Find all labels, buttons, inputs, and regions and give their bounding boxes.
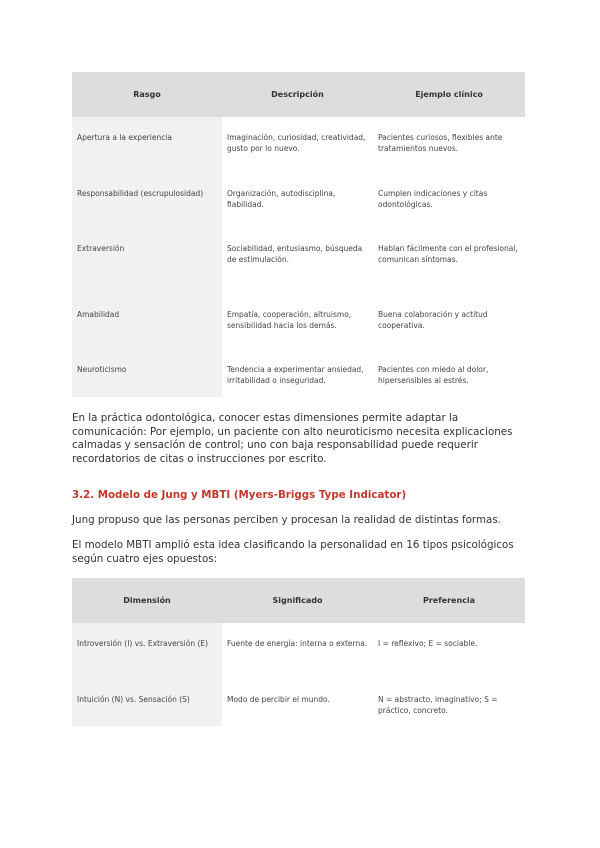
trait-cell: Extraversión <box>72 228 222 294</box>
personality-traits-table <box>72 72 525 397</box>
mbti-dimensions-table <box>72 578 525 726</box>
table-header-row <box>72 578 525 623</box>
trait-cell: Responsabilidad (escrupulosidad) <box>72 173 222 228</box>
preference-cell: N = abstracto, imaginativo; S = práctico, concreto. <box>378 695 498 715</box>
body-paragraph-mbti: El modelo MBTI amplió esta idea clasificando la personalidad en 16 tipos psicológicos según cuatro ejes opuestos: <box>72 539 514 565</box>
trait-cell: Neuroticismo <box>72 349 222 397</box>
header-meaning: Significado <box>222 578 373 623</box>
trait-cell: Amabilidad <box>72 294 222 349</box>
example-cell: Pacientes curiosos, flexibles ante tratamientos nuevos. <box>378 133 503 153</box>
description-cell: Tendencia a experimentar ansiedad, irritabilidad o inseguridad. <box>227 365 364 385</box>
dimension-cell: Intuición (N) vs. Sensación (S) <box>72 679 222 726</box>
description-cell: Imaginación, curiosidad, creatividad, gusto por lo nuevo. <box>227 133 366 153</box>
description-cell: Organización, autodisciplina, fiabilidad. <box>227 189 336 209</box>
trait-cell: Apertura a la experiencia <box>72 117 222 173</box>
table-row <box>72 228 525 294</box>
meaning-cell: Modo de percibir el mundo. <box>227 695 330 704</box>
body-paragraph-communication: En la práctica odontológica, conocer estas dimensiones permite adaptar la comunicación: Por ejemplo, un paciente con alto neuroticismo necesita explicaciones calmadas y sensación de control; uno con baja responsabilidad puede requerir recordatorios de citas o instrucciones por escrito. <box>72 412 513 465</box>
description-cell: Sociabilidad, entusiasmo, búsqueda de estimulación. <box>227 244 363 264</box>
table-row <box>72 623 525 679</box>
example-cell: Buena colaboración y actitud cooperativa. <box>378 310 488 330</box>
example-cell: Pacientes con miedo al dolor, hipersensibles al estrés. <box>378 365 489 385</box>
example-cell: Cumplen indicaciones y citas odontológicas. <box>378 189 488 209</box>
description-cell: Empatía, cooperación, altruismo, sensibilidad hacia los demás. <box>227 310 352 330</box>
document-page <box>72 72 525 397</box>
header-description: Descripción <box>222 72 373 117</box>
table-row <box>72 679 525 726</box>
table-row <box>72 349 525 397</box>
header-dimension: Dimensión <box>72 578 222 623</box>
table-header-row <box>72 72 525 117</box>
header-preference: Preferencia <box>373 578 525 623</box>
body-paragraph-jung: Jung propuso que las personas perciben y procesan la realidad de distintas formas. <box>72 514 501 526</box>
example-cell: Hablan fácilmente con el profesional, comunican síntomas. <box>378 244 518 264</box>
table-row <box>72 117 525 173</box>
table-row <box>72 294 525 349</box>
header-clinical-example: Ejemplo clínico <box>373 72 525 117</box>
header-trait: Rasgo <box>72 72 222 117</box>
table-row <box>72 173 525 228</box>
meaning-cell: Fuente de energía: interna o externa. <box>227 639 368 648</box>
section-heading: 3.2. Modelo de Jung y MBTI (Myers-Briggs Type Indicator) <box>72 489 407 501</box>
dimension-cell: Introversión (I) vs. Extraversión (E) <box>72 623 222 679</box>
preference-cell: I = reflexivo; E = sociable. <box>378 639 478 648</box>
